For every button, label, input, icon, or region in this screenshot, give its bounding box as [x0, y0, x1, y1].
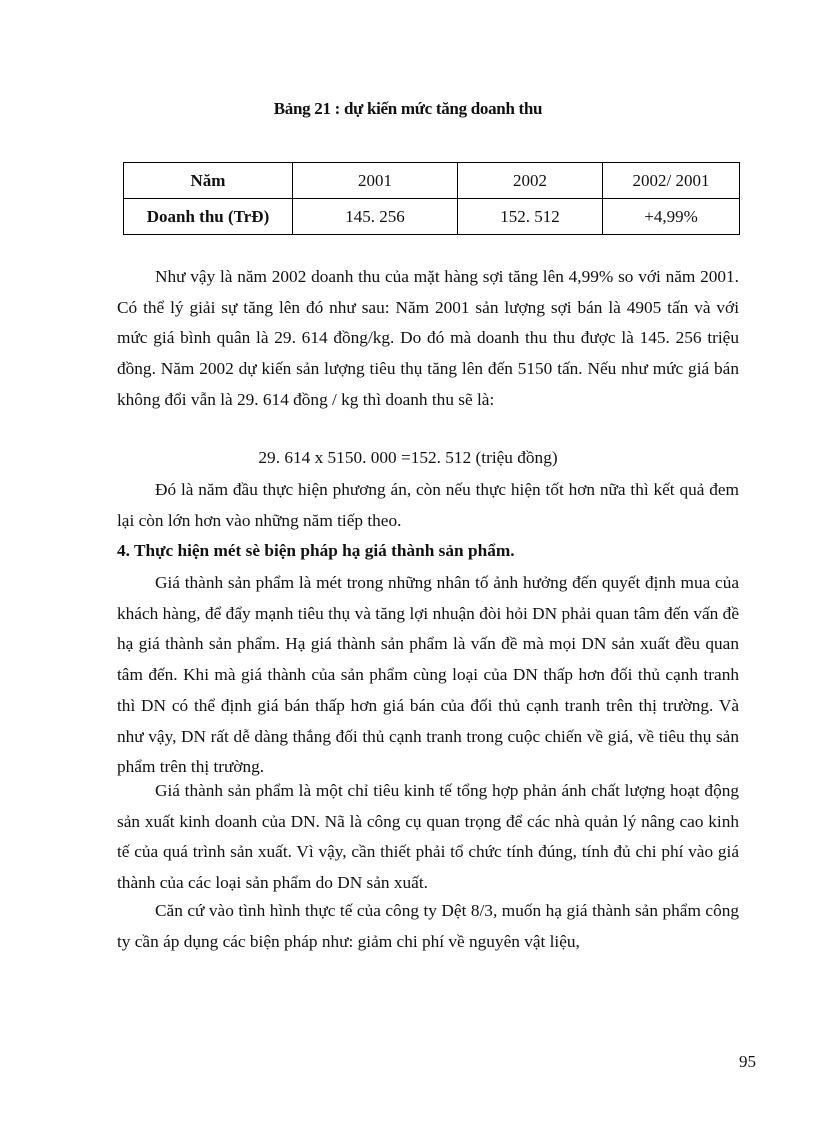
paragraph-cost-indicator: Giá thành sản phẩm là một chỉ tiêu kinh tế tổng hợp phản ánh chất lượng hoạt động sản xuất kinh doanh của DN. Nã là công cụ quan trọng để các nhà quản lý nâng cao kinh tế của quá trình sản xuất. Vì vậy, cần thiết phải tổ chức tính đúng, tính đủ chi phí vào giá thành của các loại sản phẩm do DN sản xuất. — [117, 781, 739, 893]
table-header-row — [124, 163, 740, 199]
paragraph-revenue-analysis: Như vậy là năm 2002 doanh thu của mặt hàng sợi tăng lên 4,99% so với năm 2001. Có thể lý giải sự tăng lên đó như sau: Năm 2001 sản lượng sợi bán là 4905 tấn và với mức giá bình quân là 29. 614 đồng/kg. Do đó mà doanh thu thu được là 145. 256 triệu đồng. Năm 2002 dự kiến sản lượng tiêu thụ tăng lên đến 5150 tấn. Nếu như mức giá bán không đổi vẫn là 29. 614 đồng / kg thì doanh thu sẽ là: — [117, 267, 739, 409]
page-number: 95 — [739, 1052, 756, 1071]
header-cell-2001: 2001 — [293, 163, 458, 199]
table-row — [124, 199, 740, 235]
row-label-revenue: Doanh thu (TrĐ) — [124, 199, 293, 235]
header-cell-2002: 2002 — [458, 163, 603, 199]
paragraph-cost-importance: Giá thành sản phẩm là mét trong những nhân tố ảnh hưởng đến quyết định mua của khách hàng, để đẩy mạnh tiêu thụ và tăng lợi nhuận đòi hỏi DN phải quan tâm đến vấn đề hạ giá thành sản phẩm. Hạ giá thành sản phẩm là vấn đề mà mọi DN sản xuất đều quan tâm đến. Khi mà giá thành của sản phẩm cùng loại của DN thấp hơn đối thủ cạnh tranh thì DN có thể định giá bán thấp hơn giá bán của đối thủ cạnh tranh trên thị trường. Và như vậy, DN rất dễ dàng thắng đối thủ cạnh tranh trong cuộc chiến về giá, về tiêu thụ sản phẩm trên thị trường. — [117, 573, 739, 777]
paragraph-company-measures: Căn cứ vào tình hình thực tế của công ty Dệt 8/3, muốn hạ giá thành sản phẩm công ty cần áp dụng các biện pháp như: giảm chi phí về nguyên vật liệu, — [117, 901, 739, 951]
cell-revenue-2002: 152. 512 — [458, 199, 603, 235]
revenue-table — [123, 162, 740, 235]
header-cell-year: Năm — [124, 163, 293, 199]
header-cell-ratio: 2002/ 2001 — [603, 163, 740, 199]
section-heading: 4. Thực hiện mét sè biện pháp hạ giá thành sản phẩm. — [117, 541, 515, 560]
cell-revenue-2001: 145. 256 — [293, 199, 458, 235]
paragraph-first-year: Đó là năm đầu thực hiện phương án, còn nếu thực hiện tốt hơn nữa thì kết quả đem lại còn lớn hơn vào những năm tiếp theo. — [117, 480, 739, 530]
revenue-formula: 29. 614 x 5150. 000 =152. 512 (triệu đồng) — [258, 448, 558, 467]
cell-revenue-growth: +4,99% — [603, 199, 740, 235]
table-title: Bảng 21 : dự kiến mức tăng doanh thu — [273, 99, 543, 118]
